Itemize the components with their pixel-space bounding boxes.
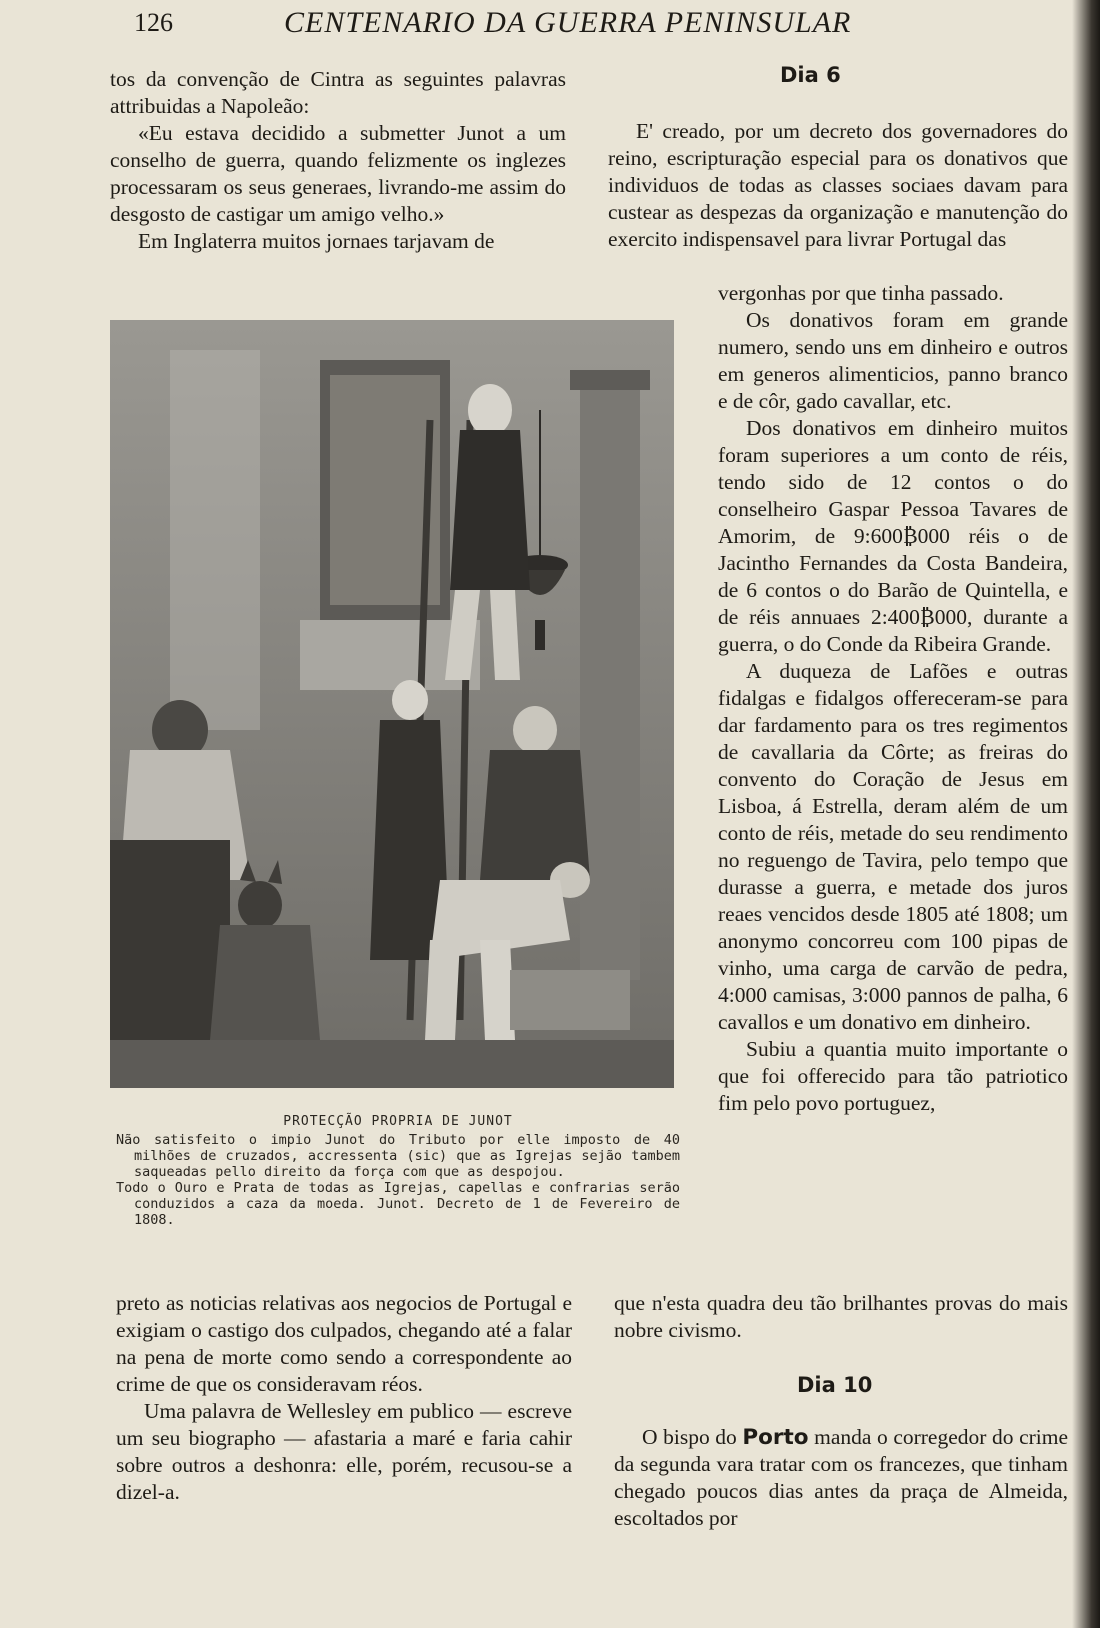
page-edge-shadow [1072,0,1100,1628]
page-number: 126 [134,8,173,37]
left-column-top [110,66,566,255]
text-run: manda o corregedor do crime da segunda vara tratar com os francezes, que tinham chegado poucos dias antes da praça de Almeida, escoltados por [614,1425,1069,1530]
caption-line: Todo o Ouro e Prata de todas as Igrejas, capellas e confrarias serão conduzidos a caza da moeda. Junot. Decreto de 1 de Fevereiro de 1808. [116,1180,680,1228]
caption-line: Não satisfeito o impio Junot do Tributo por elle imposto de 40 milhões de cruzados, accressenta (sic) que as Igrejas sejão tambem saqueadas pello direito da força com que as despojou. [116,1132,680,1180]
paragraph: Subiu a quantia muito importante o que foi offerecido para tão patriotico fim pelo povo portuguez, [718,1037,1068,1115]
engraving-illustration [110,320,674,1088]
right-column-tail [614,1290,1068,1344]
paragraph: tos da convenção de Cintra as seguintes palavras attribuidas a Napoleão: [110,67,566,118]
paragraph: Os donativos foram em grande numero, sendo uns em dinheiro e outros em generos alimenticios, panno branco e de côr, gado cavallar, etc. [718,308,1068,413]
paragraph [614,1424,1068,1532]
paragraph: E' creado, por um decreto dos governadores do reino, escripturação especial para os donativos que individuos de todas as classes sociaes davam para custear as despezas da organização e manutenção do exercito indispensavel para livrar Portugal das [608,119,1068,251]
paragraph: Uma palavra de Wellesley em publico — escreve um seu biographo — afastaria a maré e faria cahir sobre outros a deshonra: elle, porém, recusou-se a dizel-a. [116,1399,572,1504]
caption-title: PROTECÇÃO PROPRIA DE JUNOT [283,1114,513,1129]
napoleon-quote: «Eu estava decidido a submetter Junot a um conselho de guerra, quando felizmente os inglezes processaram os seus generaes, livrando-me assim do desgosto de castigar um amigo velho.» [110,121,566,226]
text-run: O bispo do [642,1425,737,1449]
paragraph: A duqueza de Lafões e outras fidalgas e fidalgos offereceram-se para dar fardamento para os tres regimentos de cavallaria da Côrte; as freiras do convento do Coração de Jesus em Lisboa, á Estrella, deram além de um conto de réis, metade do seu rendimento no reguengo de Tavira, pelo tempo que durasse a guerra, e metade dos juros reaes vencidos desde 1805 até 1808; um anonymo concorreu com 100 pipas de vinho, uma carga de carvão de pedra, 4:000 camisas, 3:000 pannos de palha, 6 cavallos e um donativo em dinheiro. [718,659,1068,1034]
left-column-bottom [116,1290,572,1506]
paragraph: vergonhas por que tinha passado. [718,281,1004,305]
section-heading-dia-10: Dia 10 [797,1373,873,1397]
place-name-porto: Porto [742,1425,809,1450]
running-title: CENTENARIO DA GUERRA PENINSULAR [284,6,852,39]
paragraph: preto as noticias relativas aos negocios de Portugal e exigiam o castigo dos culpados, chegando até a falar na pena de morte como sendo a correspondente ao crime de que os consideravam réos. [116,1291,572,1396]
right-column-narrow [718,280,1068,1117]
paragraph: Em Inglaterra muitos jornaes tarjavam de [138,229,495,253]
figure-caption [116,1114,680,1228]
section-heading-dia-6: Dia 6 [780,63,841,87]
right-column-wide [608,118,1068,253]
paragraph: que n'esta quadra deu tão brilhantes provas do mais nobre civismo. [614,1291,1068,1342]
right-column-dia-10 [614,1424,1068,1532]
page-header [134,6,894,46]
paragraph: Dos donativos em dinheiro muitos foram superiores a um conto de réis, tendo sido de 12 contos o do conselheiro Gaspar Pessoa Tavares de Amorim, de 9:600₿000 réis o de Jacintho Fernandes da Costa Bandeira, de 6 contos o do Barão de Quintella, e de réis annuaes 2:400₿000, durante a guerra, o do Conde da Ribeira Grande. [718,416,1068,656]
